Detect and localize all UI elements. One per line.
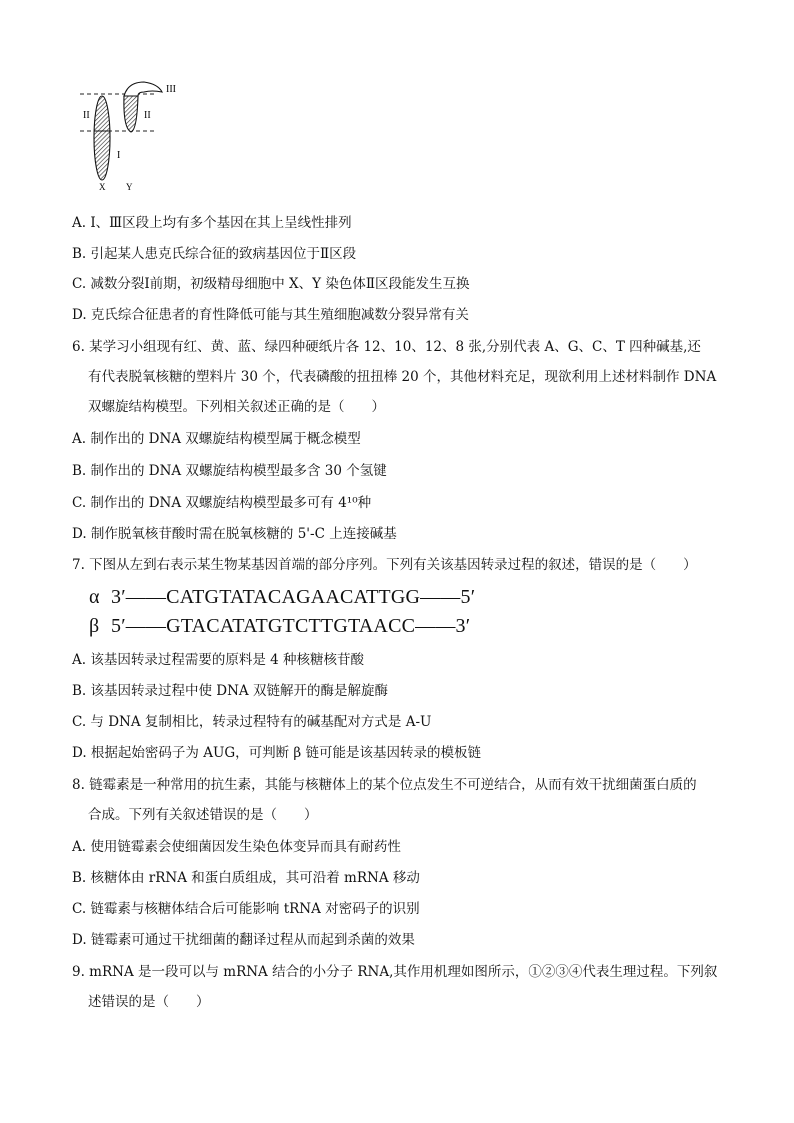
- q8-stem-line1: 8. 链霉素是一种常用的抗生素，其能与核糖体上的某个位点发生不可逆结合，从而有效干扰细菌蛋白质的: [72, 777, 697, 793]
- q9-stem-line2: 述错误的是（ ）: [88, 994, 210, 1010]
- label-III: III: [166, 84, 176, 95]
- q5-option-c: C. 减数分裂Ⅰ前期，初级精母细胞中 X、Y 染色体Ⅱ区段能发生互换: [72, 276, 470, 292]
- q5-option-a: A. Ⅰ、Ⅲ区段上均有多个基因在其上呈线性排列: [72, 215, 352, 231]
- sequence-beta-greek: β: [89, 615, 100, 637]
- q8-option-d: D. 链霉素可通过干扰细菌的翻译过程从而起到杀菌的效果: [72, 932, 415, 948]
- q7-option-c: C. 与 DNA 复制相比，转录过程特有的碱基配对方式是 A-U: [72, 714, 432, 730]
- xy-chromosome-figure: [74, 78, 194, 196]
- q6-option-d: D. 制作脱氧核苷酸时需在脱氧核糖的 5'-C 上连接碱基: [72, 526, 397, 542]
- q5-option-d: D. 克氏综合征患者的育性降低可能与其生殖细胞减数分裂异常有关: [72, 307, 469, 323]
- label-X: X: [99, 182, 106, 192]
- q7-option-b: B. 该基因转录过程中使 DNA 双链解开的酶是解旋酶: [72, 683, 388, 699]
- q8-option-b: B. 核糖体由 rRNA 和蛋白质组成，其可沿着 mRNA 移动: [72, 870, 420, 886]
- q8-stem-line2: 合成。下列有关叙述错误的是（ ）: [88, 807, 318, 823]
- label-I: I: [117, 150, 121, 161]
- q9-stem-line1: 9. mRNA 是一段可以与 mRNA 结合的小分子 RNA,其作用机理如图所示，①②③④代表生理过程。下列叙: [72, 964, 718, 980]
- q6-option-c: C. 制作出的 DNA 双螺旋结构模型最多可有 4¹⁰种: [72, 495, 372, 511]
- q6-stem-line1: 6. 某学习小组现有红、黄、蓝、绿四种硬纸片各 12、10、12、8 张,分别代表 A、G、C、T 四种碱基,还: [72, 339, 701, 355]
- y-chromosome: [124, 96, 138, 132]
- sequence-alpha: [89, 585, 475, 609]
- q5-option-b: B. 引起某人患克氏综合征的致病基因位于Ⅱ区段: [72, 246, 357, 262]
- sequence-beta: [89, 614, 470, 638]
- label-II-left: II: [83, 110, 90, 121]
- sequence-beta-text: 5′——GTACATATGTCTTGTAACC——3′: [111, 615, 471, 637]
- label-Y: Y: [126, 182, 133, 192]
- q8-option-c: C. 链霉素与核糖体结合后可能影响 tRNA 对密码子的识别: [72, 901, 420, 917]
- q6-stem-line3: 双螺旋结构模型。下列相关叙述正确的是（ ）: [88, 399, 385, 415]
- q7-option-d: D. 根据起始密码子为 AUG，可判断 β 链可能是该基因转录的模板链: [72, 745, 482, 761]
- q7-option-a: A. 该基因转录过程需要的原料是 4 种核糖核苷酸: [72, 652, 365, 668]
- sequence-alpha-text: 3′——CATGTATACAGAACATTGG——5′: [111, 586, 476, 608]
- x-chromosome: [94, 96, 110, 180]
- q7-stem: 7. 下图从左到右表示某生物某基因首端的部分序列。下列有关该基因转录过程的叙述，错误的是（ ）: [72, 557, 697, 573]
- q6-option-b: B. 制作出的 DNA 双螺旋结构模型最多含 30 个氢键: [72, 463, 387, 479]
- q8-option-a: A. 使用链霉素会使细菌因发生染色体变异而具有耐药性: [72, 839, 401, 855]
- q6-option-a: A. 制作出的 DNA 双螺旋结构模型属于概念模型: [72, 431, 361, 447]
- q6-stem-line2: 有代表脱氧核糖的塑料片 30 个，代表磷酸的扭扭棒 20 个，其他材料充足，现欲利用上述材料制作 DNA: [88, 369, 717, 385]
- sequence-alpha-greek: α: [89, 586, 100, 608]
- label-II-right: II: [144, 110, 151, 121]
